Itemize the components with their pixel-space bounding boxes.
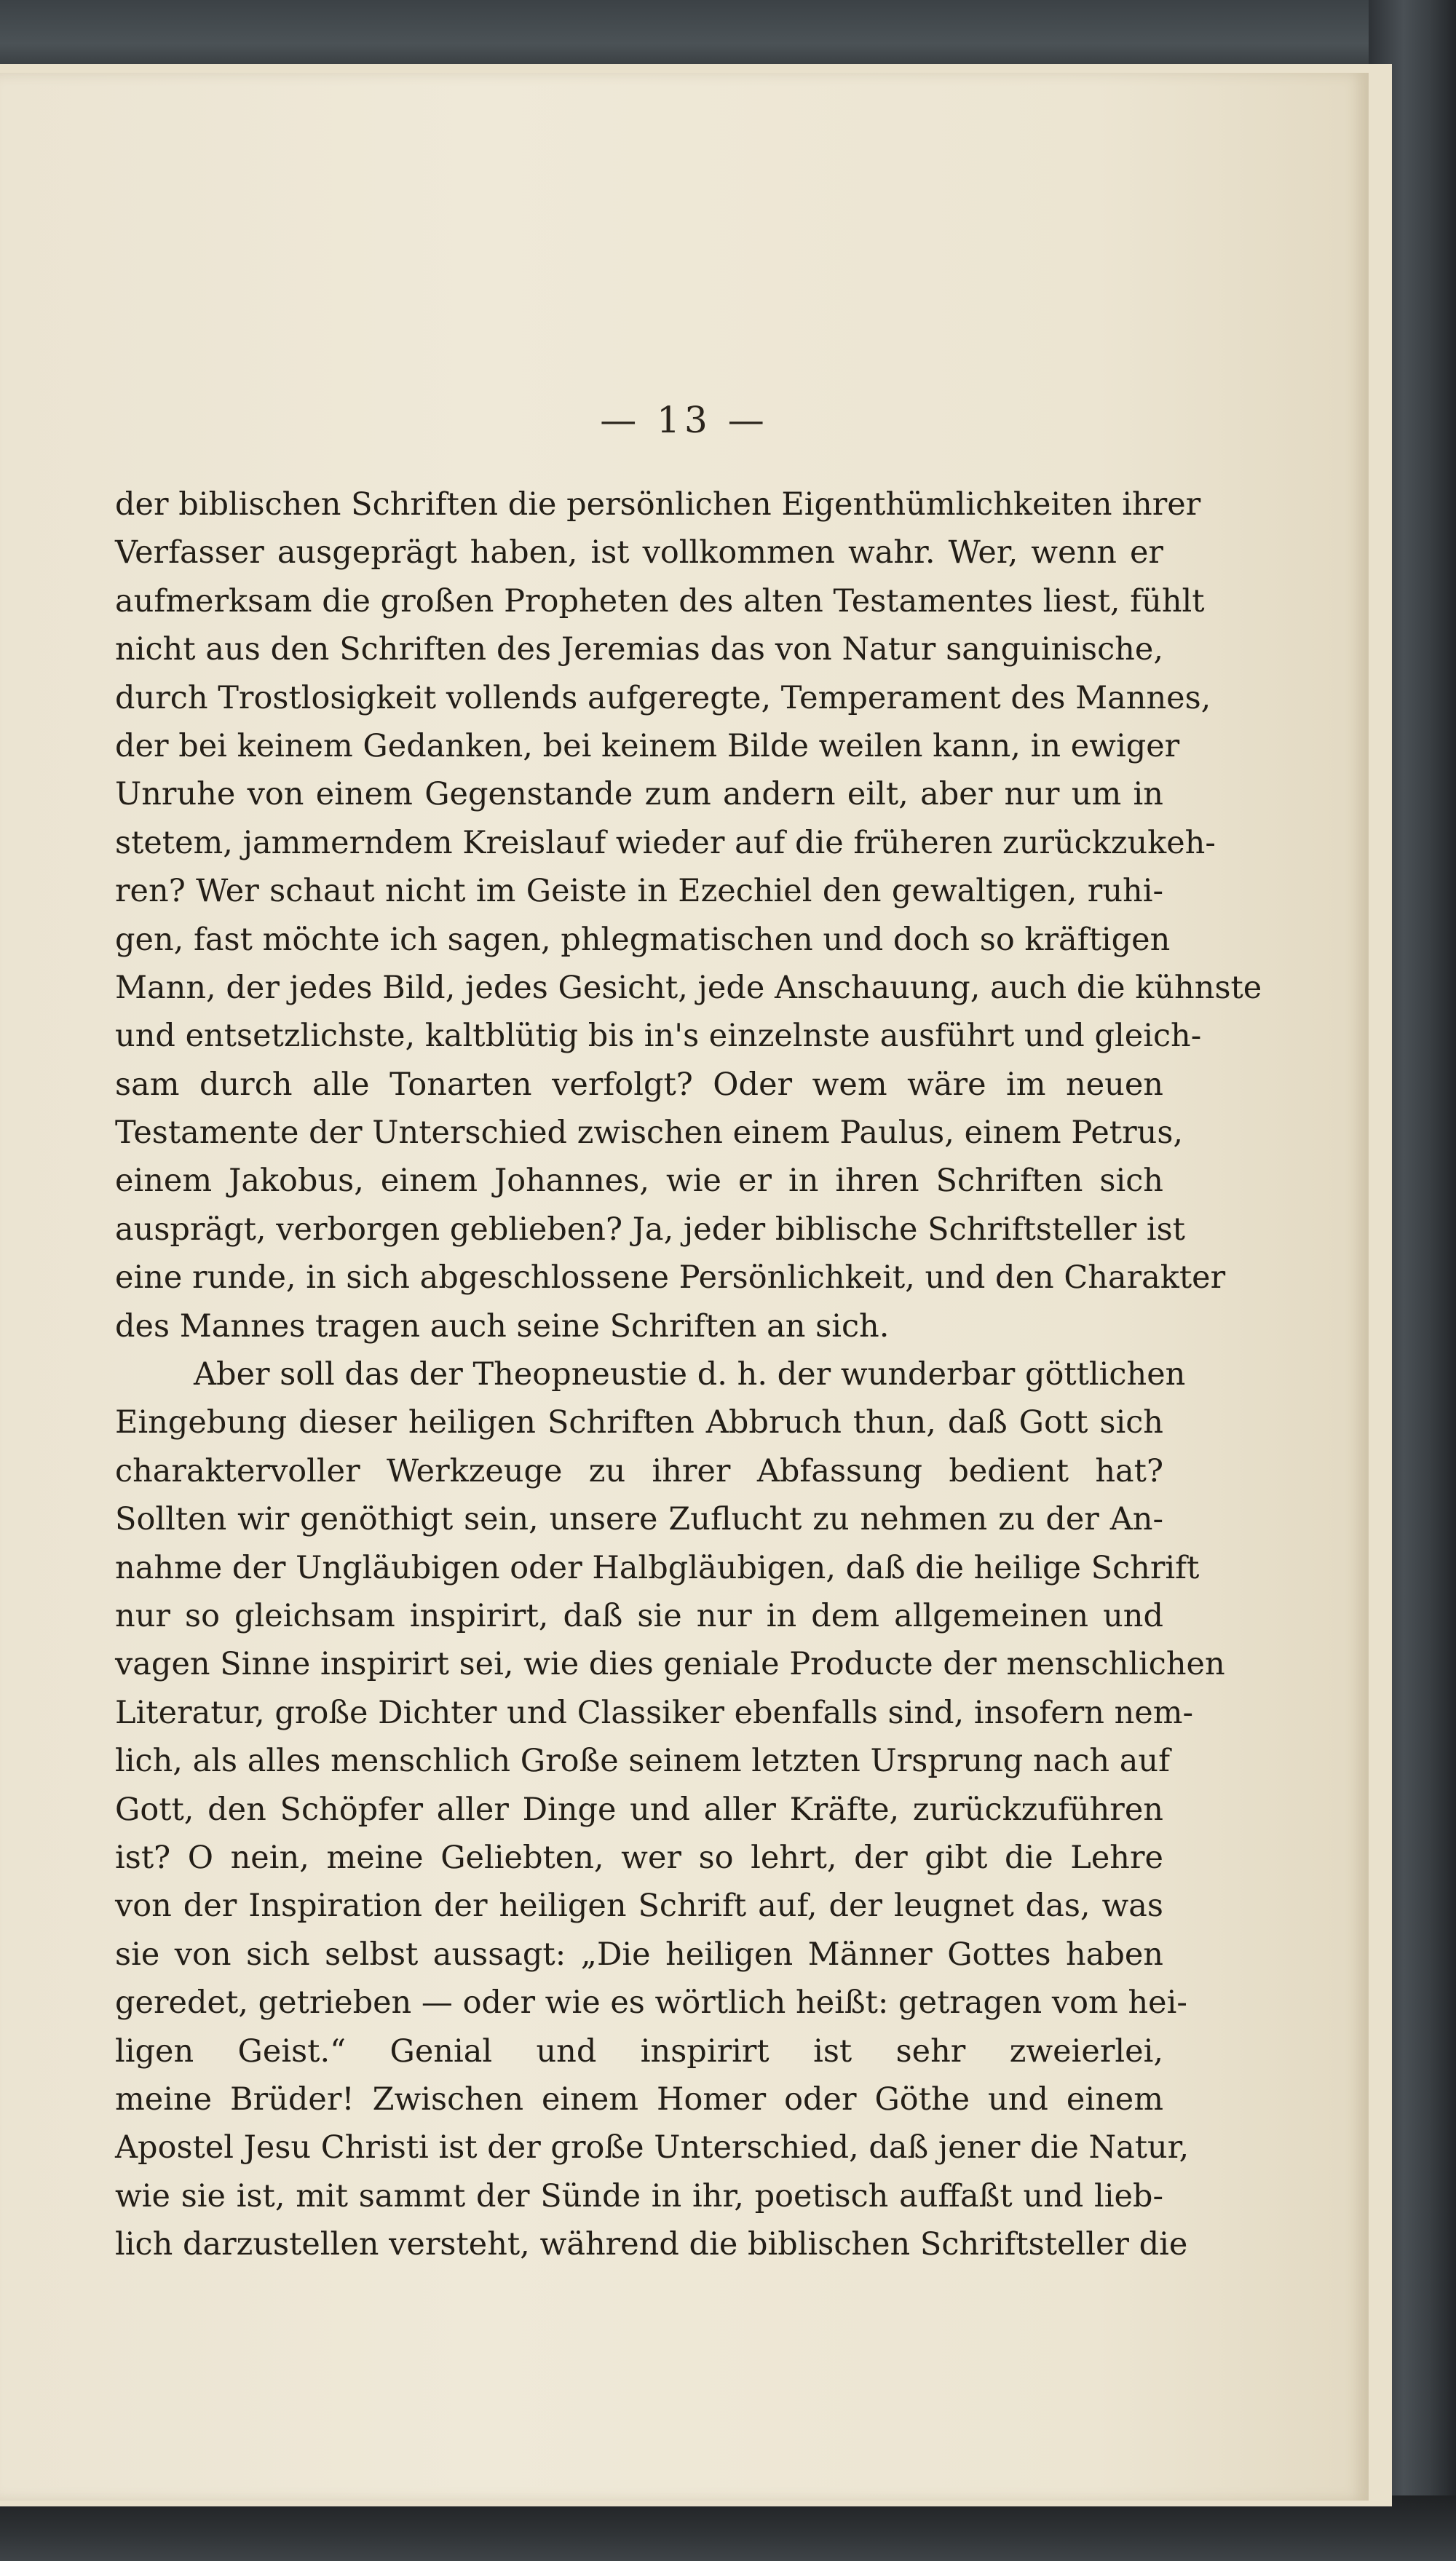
text-line: lich, als alles menschlich Große seinem letzten Ursprung nach auf	[115, 1743, 1171, 1780]
text-line: Verfasser ausgeprägt haben, ist vollkommen wahr. Wer, wenn er	[115, 534, 1163, 571]
text-line: stetem, jammerndem Kreislauf wieder auf die früheren zurückzukeh-	[115, 824, 1216, 861]
text-line: ausprägt, verborgen geblieben? Ja, jeder biblische Schriftsteller ist	[115, 1211, 1185, 1248]
text-line: Sollten wir genöthigt sein, unsere Zuflucht zu nehmen zu der An-	[115, 1501, 1163, 1538]
text-line: Testamente der Unterschied zwischen einem Paulus, einem Petrus,	[115, 1115, 1184, 1152]
text-line: gen, fast möchte ich sagen, phlegmatischen und doch so kräftigen	[115, 921, 1171, 958]
text-line: durch Trostlosigkeit vollends aufgeregte, Temperament des Mannes,	[115, 679, 1211, 716]
text-line: der biblischen Schriften die persönlichen Eigenthümlichkeiten ihrer	[115, 486, 1201, 523]
text-line: meine Brüder! Zwischen einem Homer oder Göthe und einem	[115, 2081, 1163, 2118]
text-line: ligen Geist.“ Genial und inspirirt ist sehr zweierlei,	[115, 2032, 1163, 2070]
text-line: nahme der Ungläubigen oder Halbgläubigen, daß die heilige Schrift	[115, 1549, 1200, 1586]
text-line: charaktervoller Werkzeuge zu ihrer Abfassung bedient hat?	[115, 1452, 1163, 1489]
text-line: Unruhe von einem Gegenstande zum andern eilt, aber nur um in	[115, 776, 1163, 813]
text-line: lich darzustellen versteht, während die biblischen Schriftsteller die	[115, 2226, 1188, 2263]
text-line: nicht aus den Schriften des Jeremias das von Natur sanguinische,	[115, 631, 1163, 668]
text-line: sam durch alle Tonarten verfolgt? Oder wem wäre im neuen	[115, 1066, 1163, 1103]
text-line: Literatur, große Dichter und Classiker ebenfalls sind, insofern nem-	[115, 1694, 1194, 1731]
text-line: Gott, den Schöpfer aller Dinge und aller Kräfte, zurückzuführen	[115, 1791, 1163, 1828]
text-line: wie sie ist, mit sammt der Sünde in ihr, poetisch auffaßt und lieb-	[115, 2177, 1163, 2214]
text-line: aufmerksam die großen Propheten des alten Testamentes liest, fühlt	[115, 582, 1205, 620]
text-line: der bei keinem Gedanken, bei keinem Bilde weilen kann, in ewiger	[115, 727, 1180, 764]
text-line: Mann, der jedes Bild, jedes Gesicht, jede Anschauung, auch die kühnste	[115, 969, 1262, 1006]
text-line: Aber soll das der Theopneustie d. h. der wunderbar göttlichen	[194, 1356, 1186, 1393]
text-line: von der Inspiration der heiligen Schrift auf, der leugnet das, was	[115, 1888, 1163, 1925]
text-line: vagen Sinne inspirirt sei, wie dies geniale Producte der menschlichen	[115, 1646, 1225, 1683]
page-number: — 13 —	[600, 399, 769, 441]
text-line: ren? Wer schaut nicht im Geiste in Ezechiel den gewaltigen, ruhi-	[115, 873, 1163, 910]
text-line: Apostel Jesu Christi ist der große Unterschied, daß jener die Natur,	[115, 2129, 1190, 2166]
text-line: nur so gleichsam inspirirt, daß sie nur in dem allgemeinen und	[115, 1597, 1163, 1634]
text-line: sie von sich selbst aussagt: „Die heiligen Männer Gottes haben	[115, 1936, 1163, 1973]
text-line: geredet, getrieben — oder wie es wörtlich heißt: getragen vom hei-	[115, 1984, 1187, 2022]
text-line: des Mannes tragen auch seine Schriften an sich.	[115, 1307, 890, 1345]
text-line: und entsetzlichste, kaltblütig bis in's einzelnste ausführt und gleich-	[115, 1018, 1202, 1055]
text-line: ist? O nein, meine Geliebten, wer so lehrt, der gibt die Lehre	[115, 1839, 1163, 1876]
text-line: einem Jakobus, einem Johannes, wie er in ihren Schriften sich	[115, 1163, 1163, 1200]
body-text	[115, 480, 1262, 2268]
page	[0, 73, 1369, 2501]
text-line: Eingebung dieser heiligen Schriften Abbruch thun, daß Gott sich	[115, 1404, 1163, 1441]
text-line: eine runde, in sich abgeschlossene Persönlichkeit, und den Charakter	[115, 1259, 1226, 1297]
